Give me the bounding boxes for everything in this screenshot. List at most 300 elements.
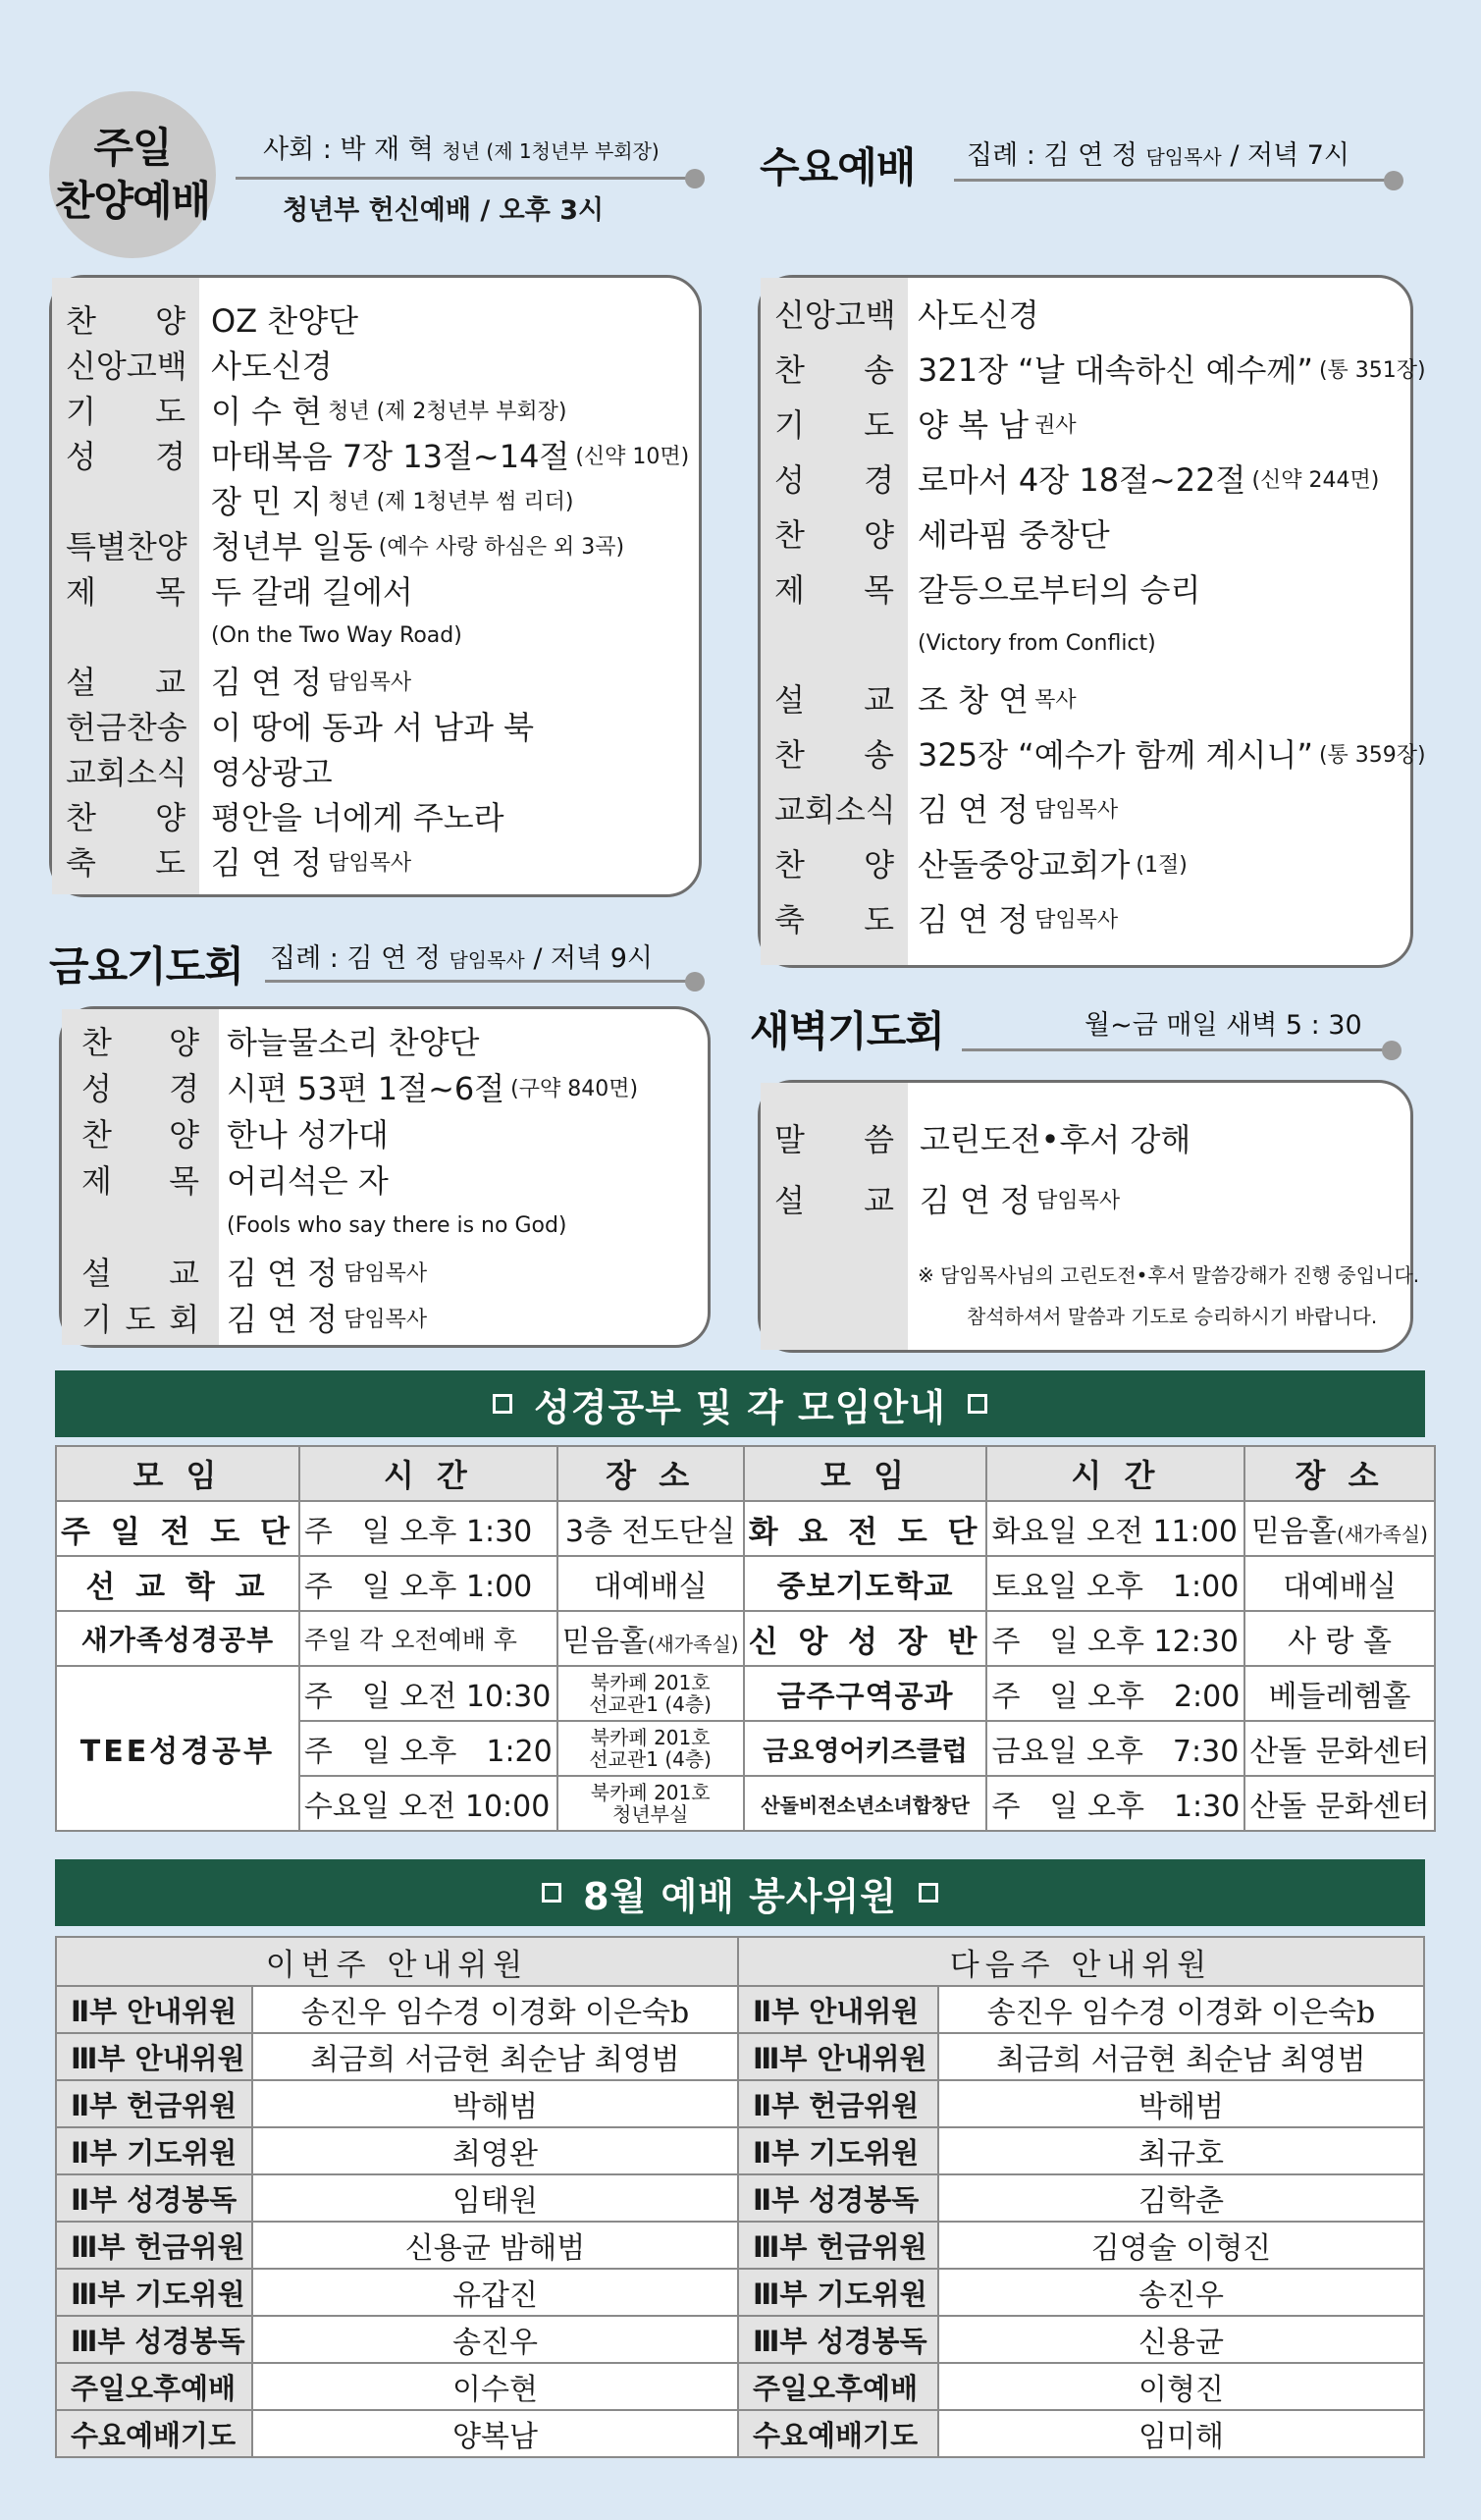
order-value-text: 김 연 정 [211, 664, 323, 701]
order-value [918, 347, 1426, 390]
order-value-text: (Fools who say there is no God) [227, 1212, 567, 1238]
order-value [920, 1116, 1190, 1159]
order-label-char: 제 [81, 1162, 112, 1200]
next-week-cell: 송진우 [938, 2269, 1424, 2316]
this-week-cell: 신용균 밤해범 [252, 2222, 738, 2269]
order-label-char: 백 [156, 348, 187, 385]
group-time: 주일 각 오전예배 후 [299, 1611, 557, 1666]
order-value [211, 478, 574, 521]
order-value [227, 1065, 638, 1108]
role-cell: 수요예배기도 [738, 2410, 938, 2457]
order-value [211, 749, 333, 792]
order-label-char: 말 [774, 1121, 805, 1158]
order-value-text: 김 연 정 [227, 1301, 339, 1338]
place-line: 북카페 201호 [590, 1781, 711, 1804]
group-place: 대예배실 [1244, 1556, 1434, 1611]
order-value-note: (통 359장) [1318, 742, 1426, 768]
order-label-char: 성 [774, 461, 805, 499]
sunday-title-line1: 주일 [93, 124, 172, 172]
order-label-char: 양 [864, 846, 894, 884]
order-label-char: 찬 [126, 709, 157, 746]
order-label [774, 731, 894, 775]
order-label [774, 1116, 894, 1159]
order-value [227, 1157, 389, 1201]
order-label [81, 1296, 199, 1339]
table-row [56, 1556, 1435, 1611]
role-cell: Ⅲ부 안내위원 [738, 2033, 938, 2080]
order-label [66, 478, 185, 521]
order-value-text: 청년부 일동 [211, 528, 373, 565]
order-label [774, 1177, 894, 1220]
order-value-text: 장 민 지 [211, 483, 323, 520]
group-time: 화요일 오전 11:00 [986, 1501, 1244, 1556]
order-label-char: 찬 [81, 1024, 112, 1061]
dawn-note-line2: 참석하셔서 말씀과 기도로 승리하시기 바랍니다. [967, 1305, 1378, 1328]
sunday-order-row [52, 433, 699, 476]
friday-order-row [62, 1296, 708, 1339]
place-note: (새가족실) [1337, 1523, 1428, 1546]
role-cell: Ⅲ부 기도위원 [738, 2269, 938, 2316]
group-name: 중보기도학교 [744, 1556, 987, 1611]
wednesday-leader-line [954, 179, 1392, 182]
order-label-char: 찬 [774, 516, 805, 554]
order-value-text: 로마서 4장 18절~22절 [918, 461, 1246, 499]
order-label-char: 경 [864, 461, 894, 499]
order-label [81, 1157, 199, 1201]
wednesday-order-row [761, 402, 1410, 445]
order-label-char: 찬 [81, 1116, 112, 1153]
sunday-order-row [52, 794, 699, 837]
order-value-text: OZ 찬양단 [211, 302, 359, 340]
order-label-char: 설 [81, 1255, 112, 1292]
order-value-note: 담임목사 [328, 670, 412, 695]
order-value-text: 두 갈래 길에서 [211, 573, 413, 611]
order-label-char: 경 [169, 1070, 199, 1107]
order-label-char: 송 [156, 709, 187, 746]
wednesday-leader-name: 집례 : 김 연 정 [967, 140, 1137, 171]
sunday-order-row [52, 297, 699, 341]
wednesday-order-row [761, 731, 1426, 775]
place-line: 선교관1 (4층) [589, 1692, 712, 1716]
dawn-leader-dot [1382, 1041, 1402, 1060]
order-value-note: 담임목사 [1034, 797, 1119, 823]
order-label-char: 식 [865, 791, 896, 829]
group-place: 사 랑 홀 [1244, 1611, 1434, 1666]
wednesday-order-row [761, 511, 1410, 555]
group-name: TEE성경공부 [56, 1666, 299, 1831]
order-value [918, 731, 1426, 775]
sunday-order-row [52, 839, 699, 883]
order-label-char: 기 [774, 406, 805, 444]
order-value-text: 김 연 정 [918, 791, 1030, 829]
order-value [211, 343, 333, 386]
group-name: 산돌비전소년소녀합창단 [744, 1776, 987, 1831]
order-label-char: 회 [169, 1301, 199, 1338]
group-time: 금요일 오후 7:30 [986, 1721, 1244, 1776]
group-name: 선 교 학 교 [56, 1556, 299, 1611]
order-value-note: 담임목사 [1034, 907, 1119, 933]
next-week-cell: 김영술 이형진 [938, 2222, 1424, 2269]
role-cell: Ⅱ부 헌금위원 [56, 2080, 252, 2127]
group-place [557, 1666, 744, 1721]
next-week-header: 다음주 안내위원 [738, 1937, 1424, 1986]
order-label-char: 양 [155, 302, 185, 340]
role-cell: Ⅱ부 안내위원 [738, 1986, 938, 2033]
order-value [211, 388, 567, 431]
table-row [56, 2222, 1424, 2269]
this-week-cell: 이수현 [252, 2363, 738, 2410]
role-cell: 주일오후예배 [738, 2363, 938, 2410]
group-time: 수요일 오전 10:00 [299, 1776, 557, 1831]
friday-order-box [59, 1006, 711, 1348]
order-value-text: 김 연 정 [227, 1255, 339, 1292]
place-line: 북카페 201호 [590, 1726, 711, 1749]
order-label-char: 신 [774, 296, 805, 334]
sunday-order-row [52, 749, 699, 792]
order-label [774, 621, 894, 665]
role-cell: Ⅲ부 안내위원 [56, 2033, 252, 2080]
order-value-text: (Victory from Conflict) [918, 630, 1156, 656]
order-label-char: 도 [125, 1301, 156, 1338]
order-value [918, 566, 1200, 610]
order-value-note: 담임목사 [344, 1307, 428, 1332]
role-cell: Ⅲ부 성경봉독 [738, 2316, 938, 2363]
order-label-char: 송 [864, 351, 894, 389]
table-row [56, 2127, 1424, 2174]
group-time: 주 일 오후 1:30 [986, 1776, 1244, 1831]
wednesday-order-row [761, 676, 1410, 720]
wednesday-order-row [761, 896, 1410, 939]
group-place: 산돌 문화센터 [1244, 1776, 1434, 1831]
service-table-header [56, 1937, 1424, 1986]
order-label-char: 교 [864, 681, 894, 719]
role-cell: Ⅱ부 기도위원 [738, 2127, 938, 2174]
role-cell: Ⅱ부 안내위원 [56, 1986, 252, 2033]
role-cell: Ⅲ부 성경봉독 [56, 2316, 252, 2363]
order-label-char: 성 [66, 438, 96, 475]
this-week-header: 이번주 안내위원 [56, 1937, 738, 1986]
sunday-order-row [52, 659, 699, 702]
order-label-char: 도 [155, 393, 185, 430]
sunday-leader-name: 사회 : 박 재 혁 [263, 134, 434, 165]
this-week-cell: 송진우 임수경 이경화 이은숙b [252, 1986, 738, 2033]
order-value-note: (1절) [1136, 852, 1188, 878]
dawn-note-line1: ※ 담임목사님의 고린도전•후서 말씀강해가 진행 중입니다. [918, 1263, 1420, 1287]
friday-order-row [62, 1157, 708, 1201]
table-row [56, 2080, 1424, 2127]
sunday-leader-note: 청년 (제 1청년부 부회장) [442, 139, 660, 163]
this-week-cell: 최영완 [252, 2127, 738, 2174]
order-label-char: 양 [169, 1024, 199, 1061]
header-cell: 시 간 [986, 1446, 1244, 1501]
place-line: 청년부실 [612, 1802, 689, 1826]
order-label-char: 기 [66, 393, 96, 430]
role-cell: Ⅲ부 헌금위원 [56, 2222, 252, 2269]
order-label [774, 841, 894, 885]
order-label [66, 297, 185, 341]
order-label-char: 회 [95, 754, 127, 791]
order-value-text: 평안을 너에게 주노라 [211, 799, 504, 836]
order-value-text: 김 연 정 [920, 1182, 1031, 1219]
this-week-cell: 유갑진 [252, 2269, 738, 2316]
order-value [227, 1296, 427, 1339]
order-value-text: 김 연 정 [211, 844, 323, 882]
order-label-char: 찬 [66, 302, 96, 340]
order-value-text: 마태복음 7장 13절~14절 [211, 438, 570, 475]
study-band [55, 1370, 1425, 1437]
sunday-order-row [52, 343, 699, 386]
wednesday-order-row [761, 621, 1410, 665]
group-time: 토요일 오후 1:00 [986, 1556, 1244, 1611]
order-label-char: 찬 [774, 736, 805, 774]
study-band-title: 성경공부 및 각 모임안내 [534, 1385, 946, 1429]
sunday-subtitle: 청년부 헌신예배 / 오후 3시 [283, 195, 605, 226]
group-place: 산돌 문화센터 [1244, 1721, 1434, 1776]
order-label-char: 도 [155, 844, 185, 882]
order-label [81, 1065, 199, 1108]
order-label [81, 1204, 199, 1247]
next-week-cell: 임미해 [938, 2410, 1424, 2457]
next-week-cell: 신용균 [938, 2316, 1424, 2363]
order-label-char: 경 [155, 438, 185, 475]
wednesday-order-row [761, 347, 1426, 390]
place-name: 믿음홀 [1251, 1515, 1338, 1549]
order-label-char: 식 [156, 754, 187, 791]
role-cell: Ⅱ부 성경봉독 [56, 2174, 252, 2222]
order-value-note: (신약 244면) [1251, 467, 1380, 493]
order-value [211, 568, 413, 612]
order-value-note: 권사 [1034, 412, 1077, 438]
order-value-note: 담임목사 [1036, 1188, 1121, 1213]
friday-order-row [62, 1065, 708, 1108]
service-band-title: 8월 예배 봉사위원 [583, 1874, 897, 1918]
order-value [211, 794, 504, 837]
order-label [66, 614, 185, 657]
header-cell: 모 임 [56, 1446, 299, 1501]
sunday-leader-dot [685, 169, 705, 188]
dawn-time: 월~금 매일 새벽 5 : 30 [1084, 1010, 1362, 1041]
this-week-cell: 임태원 [252, 2174, 738, 2222]
header-cell: 모 임 [744, 1446, 987, 1501]
order-label-char: 앙 [804, 296, 835, 334]
wednesday-leader-dot [1384, 171, 1403, 190]
order-value-note: (신약 10면) [575, 444, 690, 469]
group-time: 주 일 오후 12:30 [986, 1611, 1244, 1666]
order-label [66, 433, 185, 476]
order-value [211, 523, 624, 566]
table-row [56, 1666, 1435, 1721]
table-row [56, 1611, 1435, 1666]
order-value [211, 839, 411, 883]
order-value [918, 456, 1379, 500]
order-value [227, 1204, 567, 1247]
role-cell: 주일오후예배 [56, 2363, 252, 2410]
order-label-char: 목 [169, 1162, 199, 1200]
order-value-text: 갈등으로부터의 승리 [918, 571, 1201, 609]
order-label-char: 축 [66, 844, 96, 882]
order-label-char: 앙 [95, 348, 127, 385]
friday-leader-time: / 저녁 9시 [533, 943, 653, 974]
sunday-order-row [52, 523, 699, 566]
order-label-char: 고 [834, 296, 866, 334]
wednesday-order-row [761, 841, 1410, 885]
sunday-order-row [52, 704, 699, 747]
service-table [55, 1936, 1425, 2458]
order-value [918, 621, 1156, 665]
order-label-char: 도 [864, 901, 894, 938]
next-week-cell: 박해범 [938, 2080, 1424, 2127]
friday-leader-role: 담임목사 [449, 948, 525, 972]
next-week-cell: 이형진 [938, 2363, 1424, 2410]
order-label [774, 456, 894, 500]
order-value [918, 511, 1110, 555]
study-table-header [56, 1446, 1435, 1501]
order-value-text: 영상광고 [211, 754, 333, 791]
order-label [81, 1250, 199, 1293]
order-label-char: 고 [126, 348, 157, 385]
order-label-char: 교 [155, 664, 185, 701]
order-value-note: 청년 (제 1청년부 썸 리더) [328, 489, 574, 514]
this-week-cell: 박해범 [252, 2080, 738, 2127]
next-week-cell: 최규호 [938, 2127, 1424, 2174]
order-label-char: 신 [66, 348, 96, 385]
order-label-char: 성 [81, 1070, 112, 1107]
sunday-leader [263, 128, 660, 166]
square-bullet-icon [919, 1883, 938, 1903]
order-value-note: (예수 사랑 하심은 외 3곡) [378, 534, 625, 560]
order-label [774, 786, 894, 830]
group-time: 주 일 오후 2:00 [986, 1666, 1244, 1721]
order-label [774, 896, 894, 939]
order-label-char: 기 [81, 1301, 112, 1338]
table-row [56, 2269, 1424, 2316]
order-value-note: (구약 840면) [510, 1076, 639, 1101]
sunday-order-row [52, 614, 699, 657]
group-name: 새가족성경공부 [56, 1611, 299, 1666]
order-label-char: 양 [156, 528, 187, 565]
dawn-title: 새벽기도회 [750, 1007, 944, 1055]
wednesday-order-box [758, 275, 1426, 968]
group-place [557, 1776, 744, 1831]
order-label-char: 특 [66, 528, 96, 565]
table-row [56, 2033, 1424, 2080]
order-value-text: 조 창 연 [918, 681, 1030, 719]
order-value [918, 676, 1077, 720]
order-value [918, 402, 1077, 445]
next-week-cell: 송진우 임수경 이경화 이은숙b [938, 1986, 1424, 2033]
order-label-char: 목 [155, 573, 185, 611]
order-label-char: 설 [774, 1182, 805, 1219]
order-value-text: 양 복 남 [918, 406, 1030, 444]
order-value [211, 433, 689, 476]
friday-leader-dot [685, 972, 705, 992]
order-label [66, 659, 185, 702]
order-value-text: 세라핌 중창단 [918, 516, 1110, 554]
sunday-order-row [52, 388, 699, 431]
group-place [557, 1611, 744, 1666]
friday-title: 금요기도회 [49, 942, 243, 991]
service-band [55, 1859, 1425, 1926]
order-value-text: 산돌중앙교회가 [918, 846, 1131, 884]
order-value [918, 896, 1118, 939]
group-time: 주 일 오후 1:00 [299, 1556, 557, 1611]
group-name: 금주구역공과 [744, 1666, 987, 1721]
order-label-char: 금 [95, 709, 127, 746]
dawn-order-row [761, 1116, 1410, 1159]
order-label-char: 교 [774, 791, 805, 829]
square-bullet-icon [542, 1883, 561, 1903]
table-row [56, 2316, 1424, 2363]
group-place [557, 1721, 744, 1776]
order-value-text: 사도신경 [211, 348, 333, 385]
this-week-cell: 최금희 서금현 최순남 최영범 [252, 2033, 738, 2080]
order-value-text: 한나 성가대 [227, 1116, 389, 1153]
next-week-cell: 김학춘 [938, 2174, 1424, 2222]
order-value [227, 1111, 389, 1154]
order-value-text: 이 수 현 [211, 393, 323, 430]
order-label-char: 찬 [66, 799, 96, 836]
order-label-char: 교 [169, 1255, 199, 1292]
order-value [227, 1019, 479, 1062]
place-line: 선교관1 (4층) [589, 1747, 712, 1771]
table-row [56, 1501, 1435, 1556]
order-label-char: 찬 [126, 528, 157, 565]
wednesday-order-row [761, 292, 1410, 335]
order-label [66, 568, 185, 612]
order-label [66, 794, 185, 837]
order-value-text: 321장 “날 대속하신 예수께” [918, 351, 1313, 389]
order-value-note: (통 351장) [1318, 357, 1426, 383]
order-value-text: 이 땅에 동과 서 남과 북 [211, 709, 535, 746]
study-table [55, 1445, 1436, 1832]
this-week-cell: 양복남 [252, 2410, 738, 2457]
order-value [918, 786, 1118, 830]
role-cell: Ⅱ부 성경봉독 [738, 2174, 938, 2222]
order-value-note: 담임목사 [328, 850, 412, 876]
order-value-text: 김 연 정 [918, 901, 1030, 938]
order-value-text: 325장 “예수가 함께 계시니” [918, 736, 1313, 774]
wednesday-order-row [761, 566, 1410, 610]
group-place: 대예배실 [557, 1556, 744, 1611]
order-label-char: 헌 [66, 709, 96, 746]
order-label-char: 찬 [774, 351, 805, 389]
order-label-char: 소 [834, 791, 866, 829]
order-value-note: 목사 [1034, 687, 1077, 713]
order-label-char: 교 [864, 1182, 894, 1219]
order-value [211, 297, 358, 341]
order-label-char: 송 [864, 736, 894, 774]
wednesday-leader-role: 담임목사 [1145, 145, 1222, 169]
role-cell: Ⅱ부 헌금위원 [738, 2080, 938, 2127]
this-week-cell: 송진우 [252, 2316, 738, 2363]
order-label-char: 양 [864, 516, 894, 554]
order-label-char: 찬 [774, 846, 805, 884]
group-name: 주 일 전 도 단 [56, 1501, 299, 1556]
order-value-text: 하늘물소리 찬양단 [227, 1024, 480, 1061]
friday-leader-name: 집례 : 김 연 정 [270, 943, 441, 974]
group-place: 3층 전도단실 [557, 1501, 744, 1556]
wednesday-order-row [761, 456, 1410, 500]
friday-order-row [62, 1019, 708, 1062]
sunday-order-box [49, 275, 702, 897]
order-label [774, 511, 894, 555]
order-value-text: 시편 53편 1절~6절 [227, 1070, 505, 1107]
table-row [56, 2363, 1424, 2410]
wednesday-leader-time: / 저녁 7시 [1230, 140, 1349, 171]
order-label-char: 제 [774, 571, 805, 609]
order-label-char: 축 [774, 901, 805, 938]
table-row [56, 2410, 1424, 2457]
